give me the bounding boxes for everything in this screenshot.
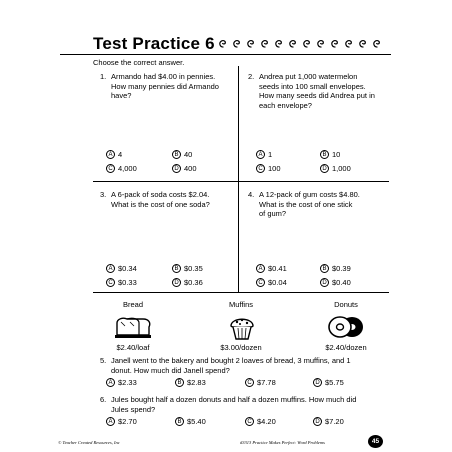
question-line: seeds into 100 small envelopes. <box>259 81 366 91</box>
answer-option[interactable] <box>245 417 276 426</box>
answer-option[interactable] <box>245 378 276 387</box>
answer-bubble[interactable]: D <box>172 164 181 173</box>
grid-divider-bottom <box>93 292 389 293</box>
answer-bubble[interactable]: D <box>313 417 322 426</box>
question-line: of gum? <box>259 209 287 218</box>
answer-text: 10 <box>332 150 341 159</box>
answer-bubble[interactable]: B <box>175 378 184 387</box>
answer-text: $0.04 <box>268 278 287 287</box>
answer-option[interactable] <box>175 378 206 387</box>
page-title: Test Practice 6 <box>93 34 215 53</box>
bread-icon <box>113 313 153 341</box>
answer-text: $2.83 <box>187 378 206 387</box>
shell-decoration <box>218 37 383 48</box>
answer-text: 4 <box>118 150 123 159</box>
bakery-price-muffins: $3.00/dozen <box>220 343 262 352</box>
answer-bubble[interactable]: D <box>320 278 329 287</box>
answer-option[interactable] <box>172 164 197 173</box>
question-6 <box>100 395 400 415</box>
answer-bubble[interactable]: A <box>106 417 115 426</box>
answer-text: $0.33 <box>118 278 137 287</box>
question-4 <box>248 190 393 225</box>
question-line: How many pennies did Armando <box>111 81 219 91</box>
question-line: What is the cost of one stick <box>259 199 353 209</box>
answer-text: $0.34 <box>118 264 137 273</box>
bakery-label-bread: Bread <box>122 300 143 309</box>
shell-icon <box>218 37 229 48</box>
grid-divider-horizontal <box>93 181 389 182</box>
question-line: Jules bought half a dozen donuts and half a dozen muffins. How much did <box>111 395 357 404</box>
shell-icon <box>260 37 271 48</box>
question-line: Janell went to the bakery and bought 2 loaves of bread, 3 muffins, and 1 <box>111 356 351 365</box>
answer-text: $0.35 <box>184 264 203 273</box>
shell-icon <box>302 37 313 48</box>
shell-icon <box>316 37 327 48</box>
answer-bubble[interactable]: B <box>320 264 329 273</box>
question-line: Jules spend? <box>111 404 156 414</box>
answer-bubble[interactable]: D <box>172 278 181 287</box>
page-number: 45 <box>368 435 383 448</box>
answer-option[interactable] <box>320 150 340 159</box>
answer-bubble[interactable]: C <box>256 278 265 287</box>
footer-copyright: © Teacher Created Resources, Inc <box>58 440 120 445</box>
answer-option[interactable] <box>320 278 351 287</box>
answer-option[interactable] <box>313 417 344 426</box>
question-number: 5. <box>100 356 107 365</box>
answer-bubble[interactable]: C <box>106 164 115 173</box>
question-number: 4. <box>248 190 255 199</box>
answer-text: $4.20 <box>257 417 276 426</box>
answer-text: $2.70 <box>118 417 137 426</box>
answer-bubble[interactable]: A <box>106 150 115 159</box>
answer-bubble[interactable]: B <box>320 150 329 159</box>
answer-text: $0.36 <box>184 278 203 287</box>
question-number: 3. <box>100 190 107 199</box>
shell-icon <box>232 37 243 48</box>
answer-bubble[interactable]: D <box>320 164 329 173</box>
instruction-text: Choose the correct answer. <box>93 58 185 67</box>
answer-text: 4,000 <box>118 164 137 173</box>
question-5 <box>100 356 400 376</box>
question-line: How many seeds did Andrea put in <box>259 91 375 100</box>
answer-text: $0.39 <box>332 264 351 273</box>
question-line: Andrea put 1,000 watermelon <box>259 72 358 81</box>
answer-option[interactable] <box>256 164 281 173</box>
answer-text: $2.33 <box>118 378 137 387</box>
shell-icon <box>246 37 257 48</box>
answer-option[interactable] <box>320 164 351 173</box>
footer-book-title: #3313 Practice Makes Perfect: Word Problems <box>240 440 325 445</box>
shell-icon <box>372 37 383 48</box>
shell-icon <box>358 37 369 48</box>
answer-bubble[interactable]: A <box>106 264 115 273</box>
question-number: 6. <box>100 395 107 404</box>
answer-bubble[interactable]: C <box>245 378 254 387</box>
shell-icon <box>330 37 341 48</box>
answer-text: $5.40 <box>187 417 206 426</box>
bakery-label-muffins: Muffins <box>228 300 254 309</box>
answer-option[interactable] <box>175 417 206 426</box>
question-text <box>111 190 210 209</box>
question-line: have? <box>111 91 132 100</box>
question-text <box>111 72 219 101</box>
answer-option[interactable] <box>172 150 192 159</box>
answer-option[interactable] <box>106 164 137 173</box>
answer-option[interactable] <box>320 264 351 273</box>
question-text <box>111 395 356 414</box>
donut-icon <box>326 314 366 340</box>
question-number: 2. <box>248 72 255 81</box>
answer-option[interactable] <box>313 378 344 387</box>
answer-text: 100 <box>268 164 281 173</box>
question-2 <box>248 72 393 117</box>
answer-bubble[interactable]: A <box>256 264 265 273</box>
answer-text: 40 <box>184 150 193 159</box>
question-line: A 6-pack of soda costs $2.04. <box>111 190 210 199</box>
answer-bubble[interactable]: C <box>256 164 265 173</box>
muffin-icon <box>227 312 257 342</box>
answer-option[interactable] <box>256 264 287 273</box>
answer-bubble[interactable]: A <box>106 378 115 387</box>
answer-option[interactable] <box>256 150 272 159</box>
answer-text: $7.78 <box>257 378 276 387</box>
answer-option[interactable] <box>106 264 137 273</box>
question-line: What is the cost of one soda? <box>111 199 210 209</box>
answer-text: 1,000 <box>332 164 351 173</box>
answer-option[interactable] <box>172 278 203 287</box>
answer-option[interactable] <box>106 278 137 287</box>
answer-bubble[interactable]: B <box>172 150 181 159</box>
question-1 <box>100 72 235 112</box>
question-number: 1. <box>100 72 107 81</box>
bakery-label-donuts: Donuts <box>334 300 358 309</box>
answer-bubble[interactable]: A <box>256 150 265 159</box>
answer-option[interactable] <box>256 278 287 287</box>
question-3 <box>100 190 235 215</box>
answer-text: 1 <box>268 150 273 159</box>
answer-option[interactable] <box>106 417 137 426</box>
title-rule <box>60 54 391 55</box>
question-text <box>111 356 351 375</box>
bakery-price-donuts: $2.40/dozen <box>325 343 367 352</box>
answer-option[interactable] <box>172 264 203 273</box>
answer-bubble[interactable]: B <box>175 417 184 426</box>
bakery-price-bread: $2.40/loaf <box>116 343 150 352</box>
answer-bubble[interactable]: B <box>172 264 181 273</box>
question-line: A 12-pack of gum costs $4.80. <box>259 190 360 199</box>
answer-text: $0.40 <box>332 278 351 287</box>
question-text <box>259 190 360 219</box>
shell-icon <box>344 37 355 48</box>
answer-text: $7.20 <box>325 417 344 426</box>
answer-text: 400 <box>184 164 197 173</box>
answer-option[interactable] <box>106 150 122 159</box>
answer-bubble[interactable]: C <box>106 278 115 287</box>
question-text <box>259 72 375 110</box>
answer-text: $0.41 <box>268 264 287 273</box>
question-line: Armando had $4.00 in pennies. <box>111 72 216 81</box>
answer-option[interactable] <box>106 378 137 387</box>
shell-icon <box>288 37 299 48</box>
grid-divider-vertical <box>238 66 239 292</box>
answer-bubble[interactable]: D <box>313 378 322 387</box>
question-line: donut. How much did Janell spend? <box>111 365 230 375</box>
answer-text: $5.75 <box>325 378 344 387</box>
answer-bubble[interactable]: C <box>245 417 254 426</box>
shell-icon <box>274 37 285 48</box>
question-line: each envelope? <box>259 100 312 110</box>
